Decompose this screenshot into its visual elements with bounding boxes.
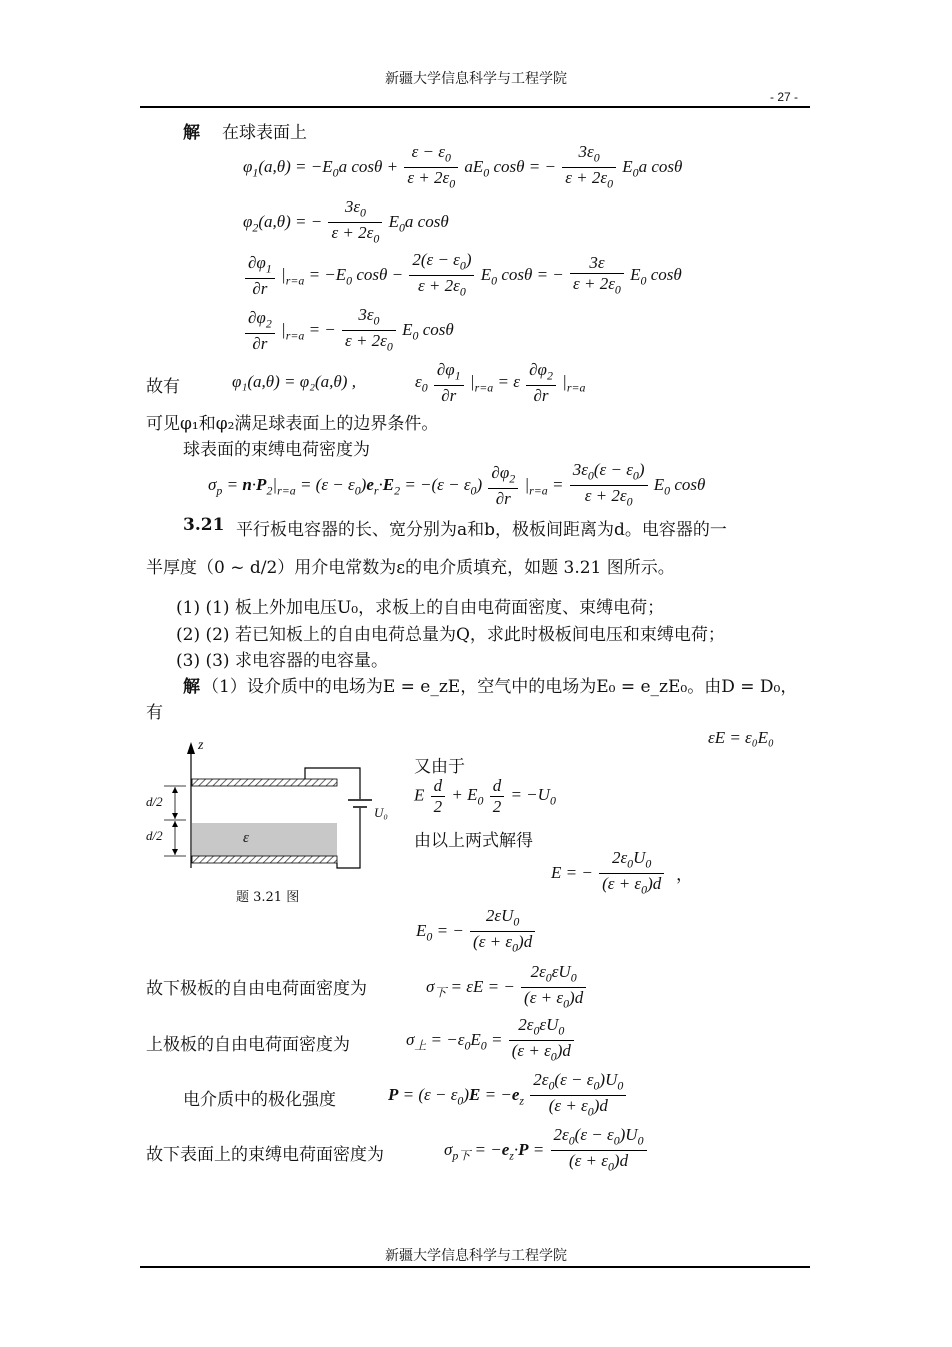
footer-title: 新疆大学信息科学与工程学院 <box>385 1248 567 1264</box>
problem-text-line1: 平行板电容器的长、宽分别为a和b，极板间距离为d。电容器的一 <box>236 520 727 540</box>
equation-sigma-upper: $\sigma_上 = -\varepsilon_0E_0$ = $\frac{2\varepsilon_0\varepsilon U_0}{(\varepsilon + \varepsilon_0)d}$ <box>406 1015 576 1067</box>
equation-E: E = − $\frac{2\varepsilon_0U_0}{(\varepsilon + \varepsilon_0)d}$ <box>551 848 666 900</box>
figure-half-label-top: d/2 <box>146 794 163 809</box>
figure-caption: 题 3.21 图 <box>236 890 300 905</box>
problem-item-3: (3) (3) 求电容器的电容量。 <box>176 651 388 671</box>
bound-charge-intro: 球表面的束缚电荷密度为 <box>183 440 370 460</box>
solution1-intro: 在球表面上 <box>222 123 307 143</box>
equation-eps-relation: εE = ε₀E₀ <box>708 728 774 747</box>
equation-sigma-lower: $\sigma_下 = \varepsilon E$ = − $\frac{2\varepsilon_0\varepsilon U_0}{(\varepsilon + \varepsilon_0)d}$ <box>426 962 588 1014</box>
footer-rule <box>140 1266 810 1268</box>
equation-voltage-sum: E $\frac{d}{2}$ + $E_0$ $\frac{d}{2}$ = $-U_0$ <box>414 776 556 816</box>
equation-E0: $E_0$ = − $\frac{2\varepsilon U_0}{(\varepsilon + \varepsilon_0)d}$ <box>416 906 537 958</box>
solve-text: 由以上两式解得 <box>414 831 533 851</box>
solution1-label: 解 <box>183 123 200 143</box>
solution2-line1: （1）设介质中的电场为E = e_zE，空气中的电场为E₀ = e_zE₀。由D = D₀， <box>202 677 798 697</box>
equation-sigma-p: $\sigma_p = n\cdot P_2|_{r=a} = (\varepsilon - \varepsilon_0)e_r\cdot E_2 = -(\varepsilon - \varepsilon_0)$ $\frac{\partial\varphi_2}{\partial r}$ $|_{r=a}$ = $\frac{3\varepsilon_0(\varepsilon - \varepsilon_0)}{\varepsilon + 2\varepsilon_0}$ $E_0$ cosθ <box>208 460 706 509</box>
lower-plate-label: 故下极板的自由电荷面密度为 <box>146 979 367 999</box>
problem-text-line2: 半厚度（0 ~ d/2）用介电常数为ε的电介质填充，如题 3.21 图所示。 <box>146 558 675 578</box>
also-text: 又由于 <box>414 757 465 777</box>
equation-phi1: $\varphi_1(a,\theta) = -E_0a$ cosθ + $\frac{\varepsilon - \varepsilon_0}{\varepsilon + 2\varepsilon_0}$ $aE_0$ cosθ = − $\frac{3\varepsilon_0}{\varepsilon + 2\varepsilon_0}$ $E_0a$ cosθ <box>243 142 683 191</box>
figure-voltage-label: U₀ <box>374 805 388 820</box>
boundary-conclusion: 可见φ₁和φ₂满足球表面上的边界条件。 <box>146 414 439 434</box>
polarization-label: 电介质中的极化强度 <box>183 1090 336 1110</box>
header-rule <box>140 106 810 108</box>
header-title: 新疆大学信息科学与工程学院 <box>385 71 567 87</box>
z-axis-arrow <box>187 742 195 754</box>
lower-wire <box>337 808 360 868</box>
solution2-label: 解 <box>183 677 200 697</box>
figure-half-label-bottom: d/2 <box>146 828 163 843</box>
capacitor-figure <box>140 738 405 888</box>
figure-dielectric-label: ε <box>243 830 249 846</box>
equation-E-comma: ， <box>676 865 693 885</box>
equation-normal-d: $\varepsilon_0$ $\frac{\partial\varphi_1}{\partial r}$ $|_{r=a} = \varepsilon$ $\frac{\partial\varphi_2}{\partial r}$ $|_{r=a}$ <box>415 360 586 406</box>
page-number: - 27 - <box>770 90 799 104</box>
upper-plate <box>192 779 337 786</box>
equation-sigma-bound: $\sigma_{p下} = -e_z\cdot P$ = $\frac{2\varepsilon_0(\varepsilon - \varepsilon_0)U_0}{(\varepsilon + \varepsilon_0)d}$ <box>444 1125 649 1177</box>
problem-number: 3.21 <box>183 515 225 535</box>
equation-dphi1: $\frac{\partial\varphi_1}{\partial r}$ $|_{r=a} = -E_0$ cosθ − $\frac{2(\varepsilon - \varepsilon_0)}{\varepsilon + 2\varepsilon_0}$ $E_0$ cosθ = − $\frac{3\varepsilon}{\varepsilon + 2\varepsilon_0}$ $E_0$ cosθ <box>243 250 682 302</box>
dielectric-region <box>192 823 337 856</box>
therefore-label: 故有 <box>146 377 180 397</box>
problem-item-2: (2) (2) 若已知板上的自由电荷总量为Q，求此时极板间电压和束缚电荷； <box>176 625 725 645</box>
solution2-line2: 有 <box>146 703 163 723</box>
bound-charge-label: 故下表面上的束缚电荷面密度为 <box>146 1145 384 1165</box>
equation-dphi2: $\frac{\partial\varphi_2}{\partial r}$ $|_{r=a}$ = − $\frac{3\varepsilon_0}{\varepsilon + 2\varepsilon_0}$ $E_0$ cosθ <box>243 305 454 357</box>
upper-plate-label: 上极板的自由电荷面密度为 <box>146 1035 350 1055</box>
equation-phi2: $\varphi_2(a,\theta)$ = − $\frac{3\varepsilon_0}{\varepsilon + 2\varepsilon_0}$ $E_0a$ cosθ <box>243 197 449 246</box>
equation-continuity: φ₁(a,θ) = φ₂(a,θ) , <box>232 372 356 391</box>
figure-axis-label: z <box>198 738 204 753</box>
equation-polarization: $P = (\varepsilon - \varepsilon_0)E = -e_z$ $\frac{2\varepsilon_0(\varepsilon - \varepsilon_0)U_0}{(\varepsilon + \varepsilon_0)d}$ <box>388 1070 628 1122</box>
problem-item-1: (1) (1) 板上外加电压U₀，求板上的自由电荷面密度、束缚电荷； <box>176 598 665 618</box>
lower-plate <box>192 856 337 863</box>
